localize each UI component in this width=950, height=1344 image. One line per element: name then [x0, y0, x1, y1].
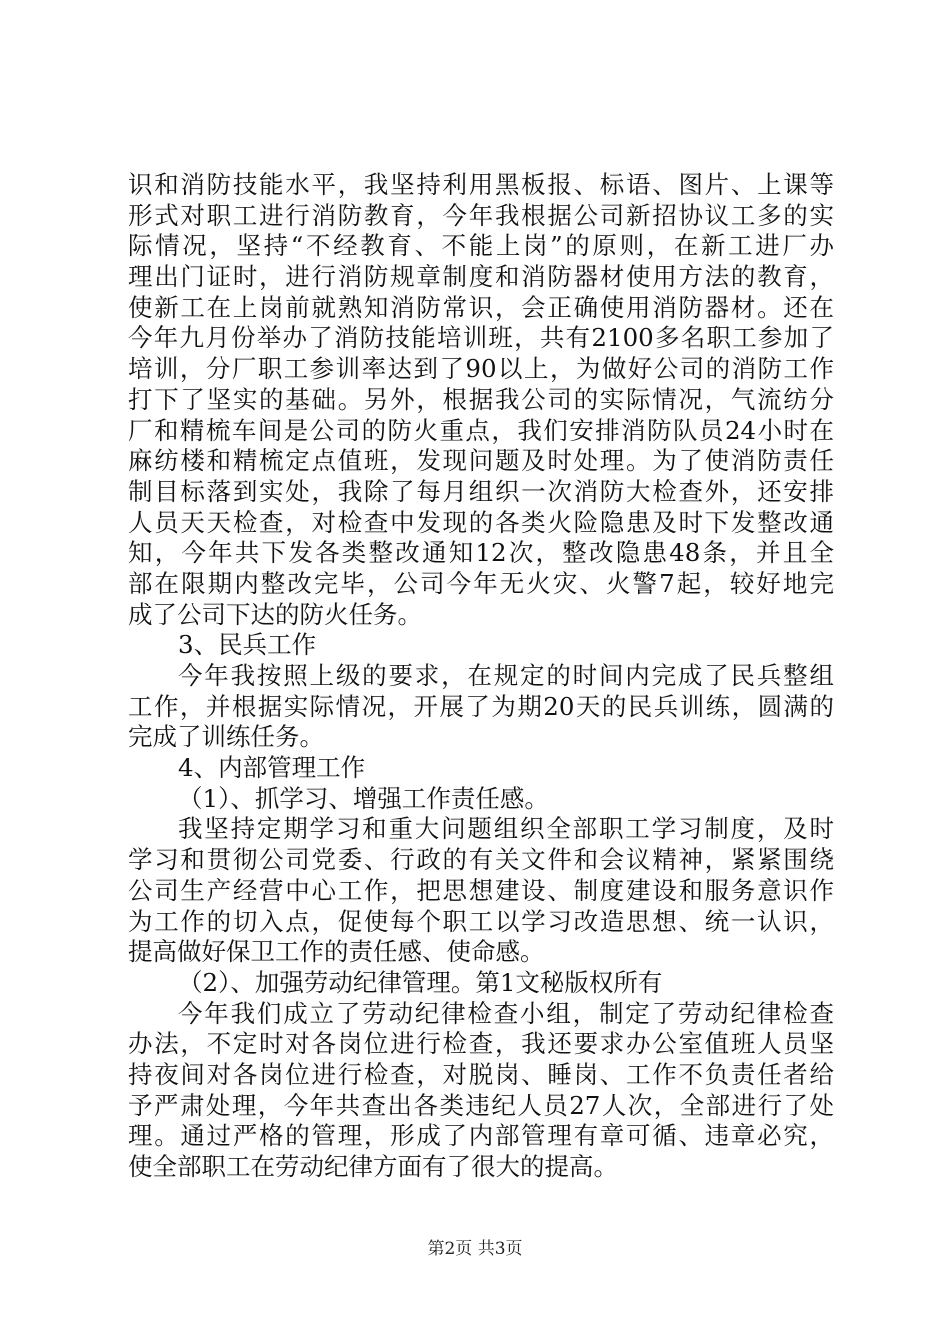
paragraph-line: 制目标落到实处，我除了每月组织一次消防大检查外，还安排	[128, 476, 834, 506]
paragraph-line: 今年我们成立了劳动纪律检查小组，制定了劳动纪律检查	[178, 998, 834, 1028]
paragraph-line: 理出门证时，进行消防规章制度和消防器材使用方法的教育，	[128, 262, 834, 292]
paragraph-line: 学习和贯彻公司党委、行政的有关文件和会议精神，紧紧围绕	[128, 845, 834, 875]
paragraph-line: 予严肃处理，今年共查出各类违纪人员27人次，全部进行了处	[128, 1090, 834, 1120]
paragraph-line: 人员天天检查，对检查中发现的各类火险隐患及时下发整改通	[128, 507, 834, 537]
document-body	[128, 170, 834, 1183]
paragraph-line: 培训，分厂职工参训率达到了90以上，为做好公司的消防工作	[128, 354, 834, 384]
subsection-heading: （2）、加强劳动纪律管理。第1文秘版权所有	[178, 967, 663, 997]
paragraph-line: 公司生产经营中心工作，把思想建设、制度建设和服务意识作	[128, 875, 834, 905]
paragraph-line: 今年我按照上级的要求，在规定的时间内完成了民兵整组	[178, 661, 834, 690]
paragraph-line: 理。通过严格的管理，形成了内部管理有章可循、违章必究，	[128, 1121, 834, 1151]
paragraph-line: 工作，并根据实际情况，开展了为期20天的民兵训练，圆满的	[128, 691, 834, 721]
paragraph-line: 我坚持定期学习和重大问题组织全部职工学习制度，及时	[178, 814, 834, 844]
paragraph-line: 为工作的切入点，促使每个职工以学习改造思想、统一认识，	[128, 906, 834, 936]
paragraph-line: 际情况，坚持“不经教育、不能上岗”的原则，在新工进厂办	[128, 231, 834, 261]
paragraph-line: 使新工在上岗前就熟知消防常识，会正确使用消防器材。还在	[128, 292, 834, 322]
page-footer: 第2页 共3页	[427, 1239, 523, 1259]
section-heading: 4、内部管理工作	[178, 753, 366, 783]
paragraph-line: 提高做好保卫工作的责任感、使命感。	[128, 937, 545, 967]
paragraph-line: 持夜间对各岗位进行检查，对脱岗、睡岗、工作不负责任者给	[128, 1059, 834, 1089]
paragraph-line: 识和消防技能水平，我坚持利用黑板报、标语、图片、上课等	[128, 170, 834, 199]
paragraph-line: 使全部职工在劳动纪律方面有了很大的提高。	[128, 1152, 618, 1181]
paragraph-line: 办法，不定时对各岗位进行检查，我还要求办公室值班人员坚	[128, 1029, 834, 1059]
paragraph-line: 知，今年共下发各类整改通知12次，整改隐患48条，并且全	[128, 538, 834, 568]
paragraph-line: 今年九月份举办了消防技能培训班，共有2100多名职工参加了	[128, 323, 834, 353]
paragraph-line: 部在限期内整改完毕，公司今年无火灾、火警7起，较好地完	[128, 568, 834, 598]
paragraph-line: 成了公司下达的防火任务。	[128, 599, 422, 629]
paragraph-line: 完成了训练任务。	[128, 722, 324, 752]
paragraph-line: 麻纺楼和精梳定点值班，发现问题及时处理。为了使消防责任	[128, 446, 834, 476]
paragraph-line: 厂和精梳车间是公司的防火重点，我们安排消防队员24小时在	[128, 415, 834, 445]
paragraph-line: 打下了坚实的基础。另外，根据我公司的实际情况，气流纺分	[128, 384, 834, 414]
section-heading: 3、民兵工作	[178, 630, 317, 660]
subsection-heading: （1）、抓学习、增强工作责任感。	[178, 783, 549, 813]
paragraph-line: 形式对职工进行消防教育，今年我根据公司新招协议工多的实	[128, 200, 834, 230]
